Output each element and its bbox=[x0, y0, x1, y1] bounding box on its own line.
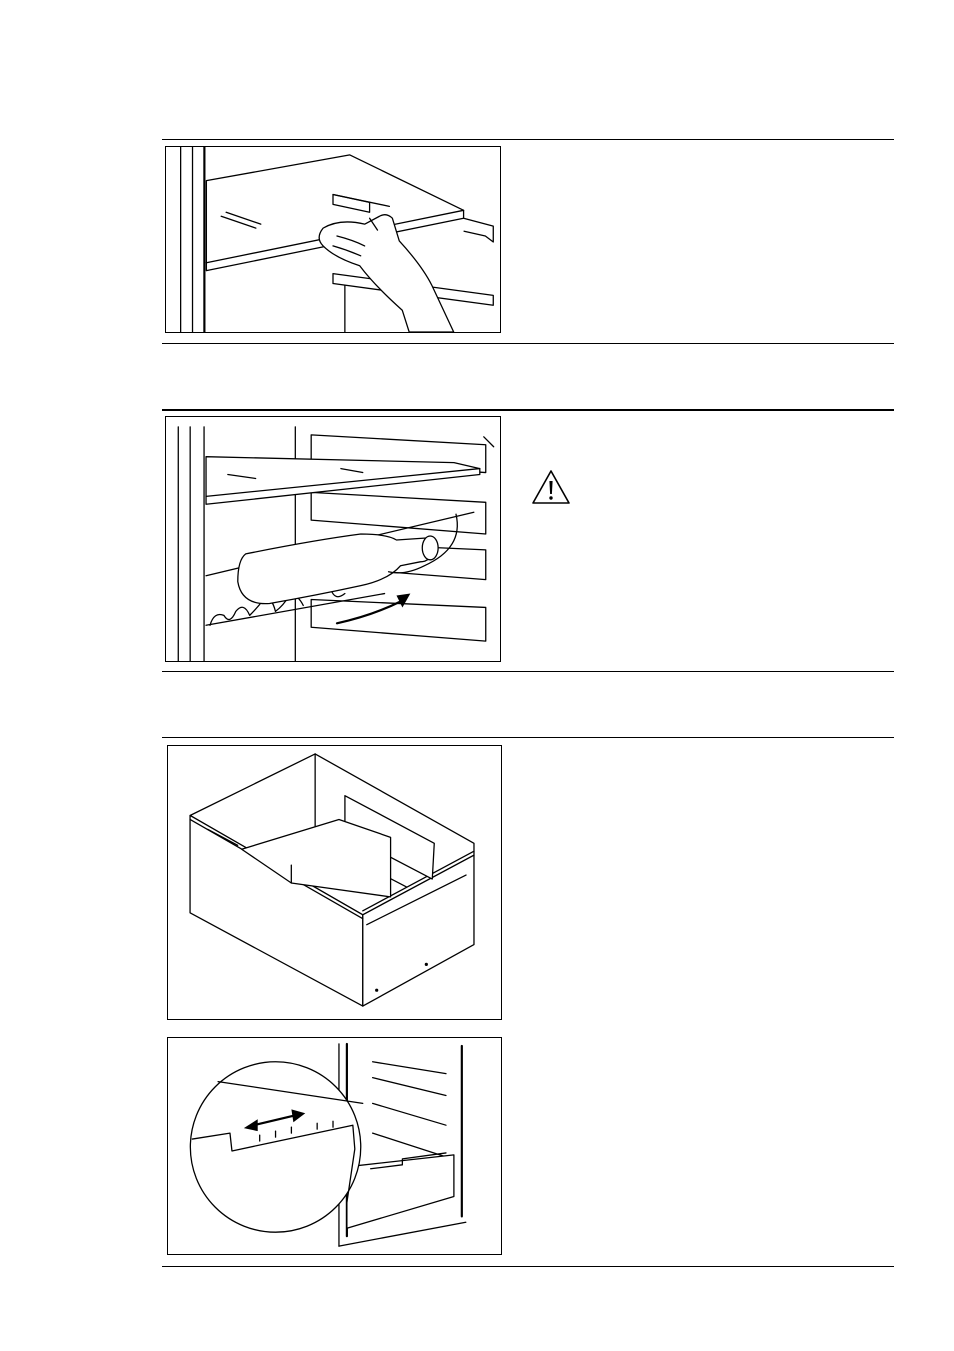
drawer-divider-illustration bbox=[167, 745, 502, 1020]
section-divider-top bbox=[162, 139, 894, 140]
warning-triangle-icon bbox=[530, 468, 572, 506]
drawer-adjust-illustration bbox=[167, 1037, 502, 1255]
section-divider bbox=[162, 671, 894, 672]
bottle-rack-illustration bbox=[165, 416, 501, 662]
shelf-removal-illustration bbox=[165, 146, 501, 333]
section-divider bbox=[162, 737, 894, 738]
section-divider bbox=[162, 343, 894, 344]
section-divider-bottom bbox=[162, 1266, 894, 1267]
section-divider bbox=[162, 409, 894, 411]
